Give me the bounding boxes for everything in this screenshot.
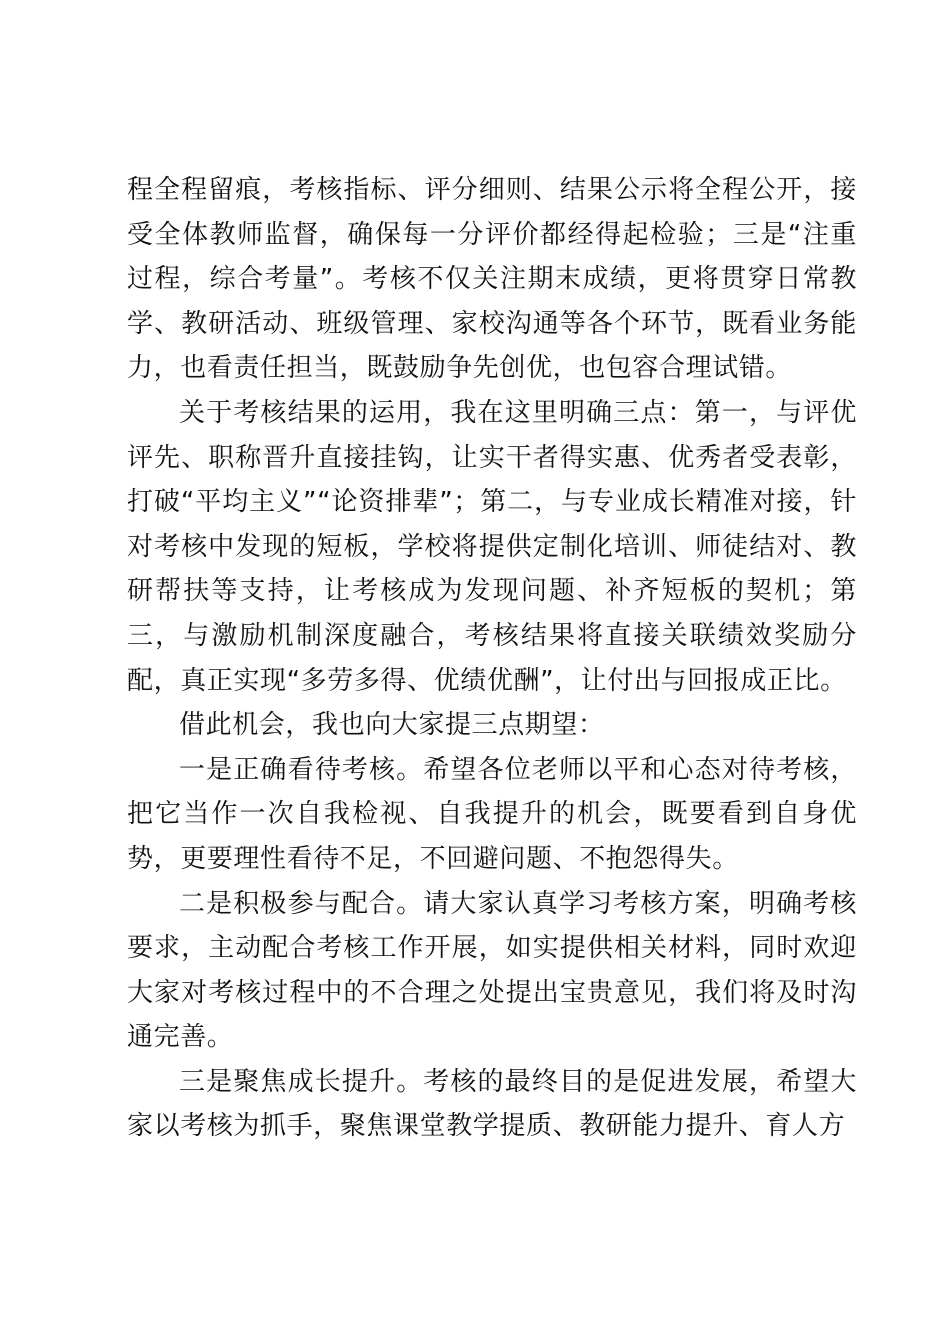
paragraph-5: 二是积极参与配合。请大家认真学习考核方案，明确考核要求，主动配合考核工作开展，如实提供相关材料，同时欢迎大家对考核过程中的不合理之处提出宝贵意见，我们将及时沟通完善。 <box>127 888 857 1053</box>
paragraph-6: 三是聚焦成长提升。考核的最终目的是促进发展，希望大家以考核为抓手，聚焦课堂教学提质、教研能力提升、育人方 <box>127 1066 857 1142</box>
paragraph-1: 程全程留痕，考核指标、评分细则、结果公示将全程公开，接受全体教师监督，确保每一分评价都经得起检验；三是“注重过程，综合考量”。考核不仅关注期末成绩，更将贯穿日常教学、教研活动、班级管理、家校沟通等各个环节，既看业务能力，也看责任担当，既鼓励争先创优，也包容合理试错。 <box>127 175 857 384</box>
paragraph-2: 关于考核结果的运用，我在这里明确三点：第一，与评优评先、职称晋升直接挂钩，让实干者得实惠、优秀者受表彰，打破“平均主义”“论资排辈”；第二，与专业成长精准对接，针对考核中发现的短板，学校将提供定制化培训、师徒结对、教研帮扶等支持，让考核成为发现问题、补齐短板的契机；第三，与激励机制深度融合，考核结果将直接关联绩效奖励分配，真正实现“多劳多得、优绩优酬”，让付出与回报成正比。 <box>127 397 857 696</box>
paragraph-4: 一是正确看待考核。希望各位老师以平和心态对待考核，把它当作一次自我检视、自我提升的机会，既要看到自身优势，更要理性看待不足，不回避问题、不抱怨得失。 <box>127 754 857 874</box>
document-body <box>127 168 857 1149</box>
paragraph-3: 借此机会，我也向大家提三点期望： <box>179 710 605 741</box>
